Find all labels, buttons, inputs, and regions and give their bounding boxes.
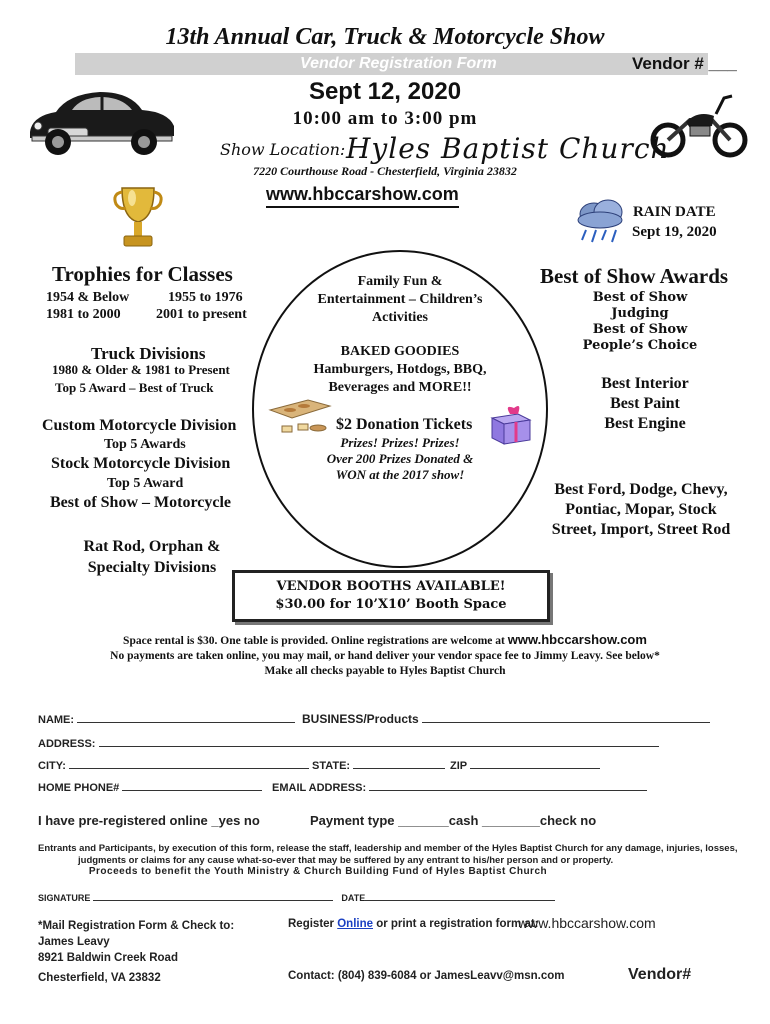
business-label: BUSINESS/Products [302,712,419,726]
rental-line: Space rental is $30. One table is provided. Online registrations are welcome at www.hbccarshow.com [123,632,647,647]
family-line: Entertainment – Children’s [317,292,483,307]
phone-row [38,780,262,794]
prizes-line: WON at the 2017 show! [335,467,465,482]
trophy-icon [110,182,166,254]
bos-line: Best of Show [592,322,688,337]
name-row [38,712,295,726]
bos-line: Best of Show [592,290,688,305]
vendor-booths-box [232,570,550,622]
class-item: 2001 to present [156,307,247,322]
state-field[interactable] [353,758,445,769]
location-name: Hyles Baptist Church [346,132,670,165]
rain-date-label: RAIN DATE [632,204,716,220]
date-label: DATE [341,893,366,903]
mail-label: *Mail Registration Form & Check to: [38,920,235,932]
zip-row [450,758,600,772]
trophies-heading: Trophies for Classes [52,262,233,286]
proceeds-statement: Proceeds to benefit the Youth Ministry & Church Building Fund of Hyles Baptist Church [88,866,548,877]
signature-field[interactable] [93,893,333,901]
best-of-show-motorcycle: Best of Show – Motorcycle [50,494,231,511]
contact-info: Contact: (804) 839-6084 or JamesLeavv@msn.com [288,970,565,982]
family-line: Family Fun & [357,274,443,289]
custom-motorcycle-award: Top 5 Awards [104,437,186,452]
signature-label: SIGNATURE [38,893,91,903]
state-row [312,758,445,772]
specialty-divisions [52,536,252,578]
name-field[interactable] [77,712,295,723]
mail-city: Chesterfield, VA 23832 [38,972,161,984]
address-label: ADDRESS: [38,738,96,750]
best-of-show-heading: Best of Show Awards [540,264,729,288]
rental-line: No payments are taken online, you may mail, or hand deliver your vendor space fee to Jimmy Leavy. See below* [110,650,660,662]
register-line: Register Online or print a registration form at: [288,918,539,930]
bos-line: Judging [611,306,669,321]
business-row [302,712,710,726]
phone-label: HOME PHONE# [38,782,120,794]
register-website-link[interactable]: www.hbccarshow.com [518,915,656,931]
class-item: 1981 to 2000 [46,307,121,322]
phone-field[interactable] [122,780,262,791]
booths-headline: VENDOR BOOTHS AVAILABLE! [276,579,506,594]
email-field[interactable] [369,780,647,791]
zip-label: ZIP [450,760,467,772]
truck-award: Top 5 Award – Best of Truck [55,380,214,395]
rain-date [632,202,717,242]
city-row [38,758,309,772]
name-label: NAME: [38,714,75,726]
preregistered-question[interactable]: I have pre-registered online _yes no [38,813,260,828]
specialty-line: Rat Rod, Orphan & [83,538,221,555]
signature-row [38,893,555,903]
best-award: Best Paint [610,395,680,412]
payment-type[interactable]: Payment type _______cash ________check no [310,813,597,828]
bos-line: People’s Choice [582,338,698,353]
show-address: 7220 Courthouse Road - Chesterfield, Virginia 23832 [253,164,517,178]
truck-heading: Truck Divisions [91,344,206,363]
vendor-number-label: Vendor # ___ [632,54,737,73]
baked-line: BAKED GOODIES [340,344,460,359]
best-award: Best Interior [601,375,689,392]
location-label: Show Location: [220,140,346,159]
rental-info [0,632,770,679]
stock-motorcycle-heading: Stock Motorcycle Division [51,455,231,472]
family-line: Activities [372,310,428,325]
rental-line: Make all checks payable to Hyles Baptist Church [264,665,506,677]
specialty-line: Specialty Divisions [87,559,217,576]
class-item: 1955 to 1976 [168,290,243,305]
form-subtitle: Vendor Registration Form [300,55,497,72]
city-label: CITY: [38,760,66,772]
family-fun-text [300,273,500,327]
prizes-text [300,435,500,483]
mail-to-block [38,918,234,986]
donation-tickets: $2 Donation Tickets [336,416,473,433]
release-statement [38,843,738,867]
rain-cloud-icon [572,198,630,246]
prizes-line: Over 200 Prizes Donated & [326,451,474,466]
zip-field[interactable] [470,758,600,769]
show-time: 10:00 am to 3:00 pm [292,108,478,129]
rain-date-value: Sept 19, 2020 [632,224,717,240]
address-row [38,736,659,750]
state-label: STATE: [312,760,351,772]
rental-website-link[interactable]: www.hbccarshow.com [507,632,647,647]
register-online-link[interactable]: Online [337,918,373,930]
best-award: Best Engine [604,415,686,432]
makes-line: Pontiac, Mopar, Stock [565,501,717,518]
makes-line: Best Ford, Dodge, Chevy, [554,481,728,498]
prizes-line: Prizes! Prizes! Prizes! [340,435,460,450]
food-tray-icon [268,398,332,438]
baked-goodies-text [300,343,500,397]
website-link[interactable]: www.hbccarshow.com [266,184,459,208]
baked-line: Beverages and MORE!! [328,380,472,395]
mail-name: James Leavy [38,936,110,948]
page-title: 13th Annual Car, Truck & Motorcycle Show [165,24,605,50]
email-row [272,780,647,794]
date-field[interactable] [365,893,555,901]
truck-classes: 1980 & Older & 1981 to Present [52,362,230,377]
stock-motorcycle-award: Top 5 Award [107,476,184,491]
release-line: judgments or claims for any cause what-so-ever that may be suffered by any entrant to his/her person and or property. [78,855,614,866]
address-field[interactable] [99,736,659,747]
release-line: Entrants and Participants, by execution of this form, release the staff, leadership and member of the Hyles Baptist Church for any damage, injuries, losses, [38,843,738,854]
custom-motorcycle-heading: Custom Motorcycle Division [42,417,237,434]
best-makes-awards [540,480,742,540]
business-field[interactable] [422,712,710,723]
baked-line: Hamburgers, Hotdogs, BBQ, [313,362,487,377]
show-date: Sept 12, 2020 [308,78,462,105]
email-label: EMAIL ADDRESS: [272,782,367,794]
class-item: 1954 & Below [46,290,130,305]
best-of-show-judging [575,290,705,354]
booths-price: $30.00 for 10’X10’ Booth Space [275,597,507,612]
mail-street: 8921 Baldwin Creek Road [38,952,178,964]
makes-line: Street, Import, Street Rod [551,521,731,538]
best-awards-list [570,374,720,434]
vendor-number-footer: Vendor# [628,966,692,983]
city-field[interactable] [69,758,309,769]
